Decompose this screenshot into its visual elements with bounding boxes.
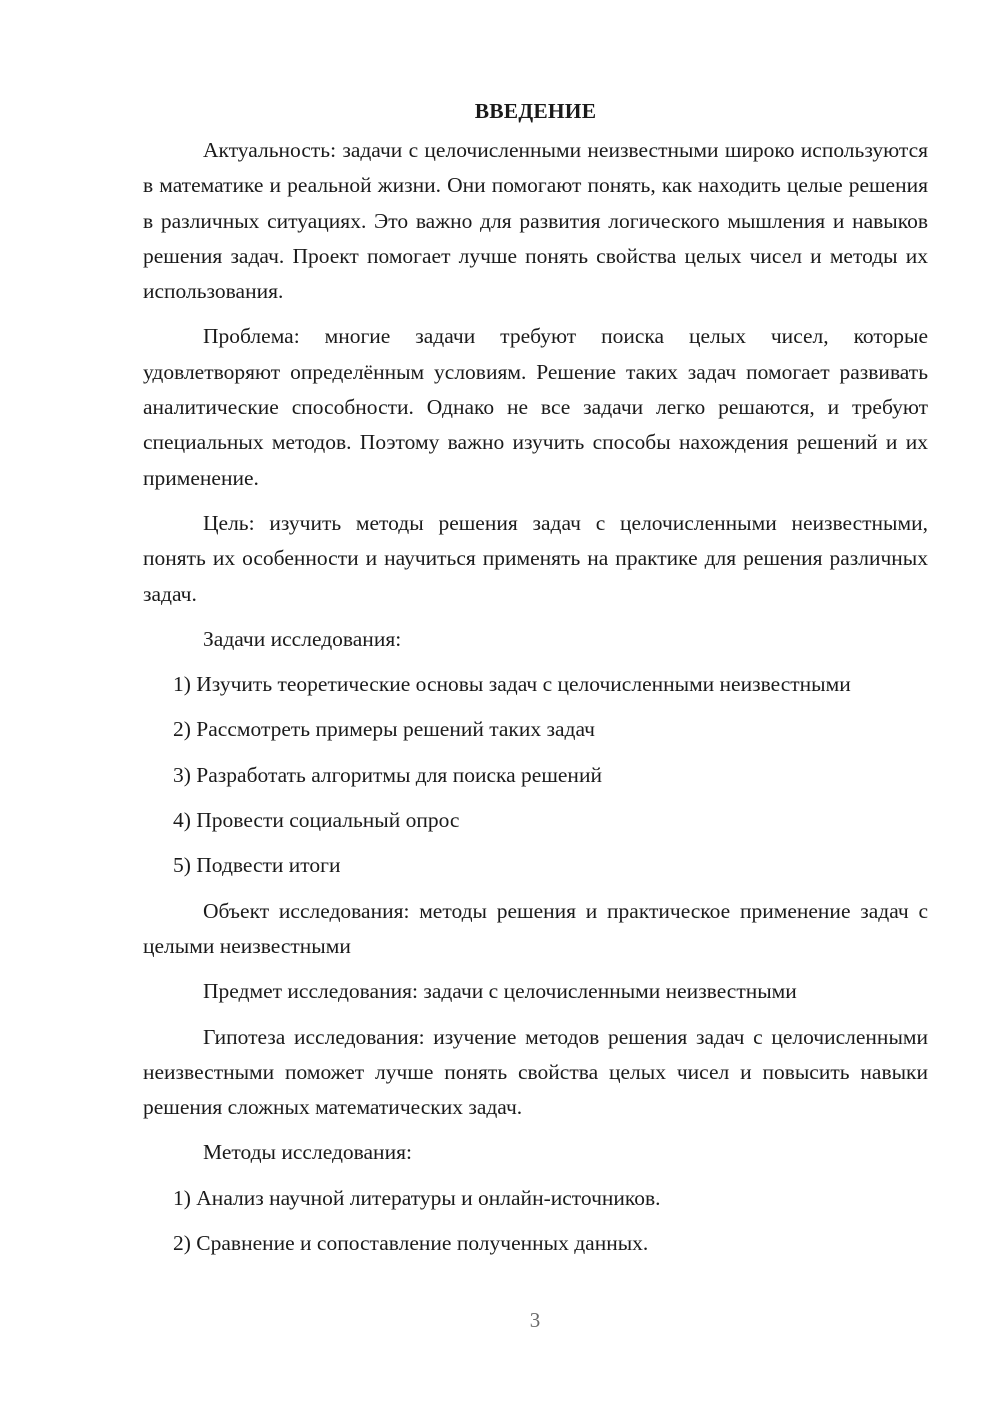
tasks-heading: Задачи исследования:: [203, 626, 402, 651]
subject-paragraph: Предмет исследования: задачи с целочисленными неизвестными: [203, 979, 797, 1004]
task-item-4: 4) Провести социальный опрос: [173, 808, 460, 833]
page-title: ВВЕДЕНИЕ: [474, 99, 597, 123]
method-item-2: 2) Сравнение и сопоставление полученных данных.: [173, 1231, 649, 1256]
task-item-2: 2) Рассмотреть примеры решений таких задач: [173, 717, 595, 742]
object-paragraph: Объект исследования: методы решения и практическое применение задач с целыми неизвестными: [143, 898, 928, 958]
methods-heading: Методы исследования:: [203, 1140, 412, 1165]
goal-paragraph: Цель: изучить методы решения задач с целочисленными неизвестными, понять их особенности и научиться применять на практике для решения различных задач.: [143, 510, 928, 606]
relevance-paragraph: Актуальность: задачи с целочисленными неизвестными широко используются в математике и реальной жизни. Они помогают понять, как находить целые решения в различных ситуациях. Это важно для развития логического мышления и навыков решения задач. Проект помогает лучше понять свойства целых чисел и методы их использования.: [143, 138, 928, 304]
task-item-5: 5) Подвести итоги: [173, 853, 341, 878]
document-page: [143, 96, 928, 1271]
task-item-1: 1) Изучить теоретические основы задач с целочисленными неизвестными: [173, 672, 851, 697]
method-item-1: 1) Анализ научной литературы и онлайн-источников.: [173, 1185, 661, 1210]
problem-paragraph: Проблема: многие задачи требуют поиска целых чисел, которые удовлетворяют определённым условиям. Решение таких задач помогает развивать аналитические способности. Однако не все задачи легко решаются, и требуют специальных методов. Поэтому важно изучить способы нахождения решений и их применение.: [143, 324, 928, 490]
hypothesis-paragraph: Гипотеза исследования: изучение методов решения задач с целочисленными неизвестными поможет лучше понять свойства целых чисел и повысить навыки решения сложных математических задач.: [143, 1024, 928, 1120]
page-number: 3: [529, 1308, 541, 1332]
task-item-3: 3) Разработать алгоритмы для поиска решений: [173, 762, 602, 787]
